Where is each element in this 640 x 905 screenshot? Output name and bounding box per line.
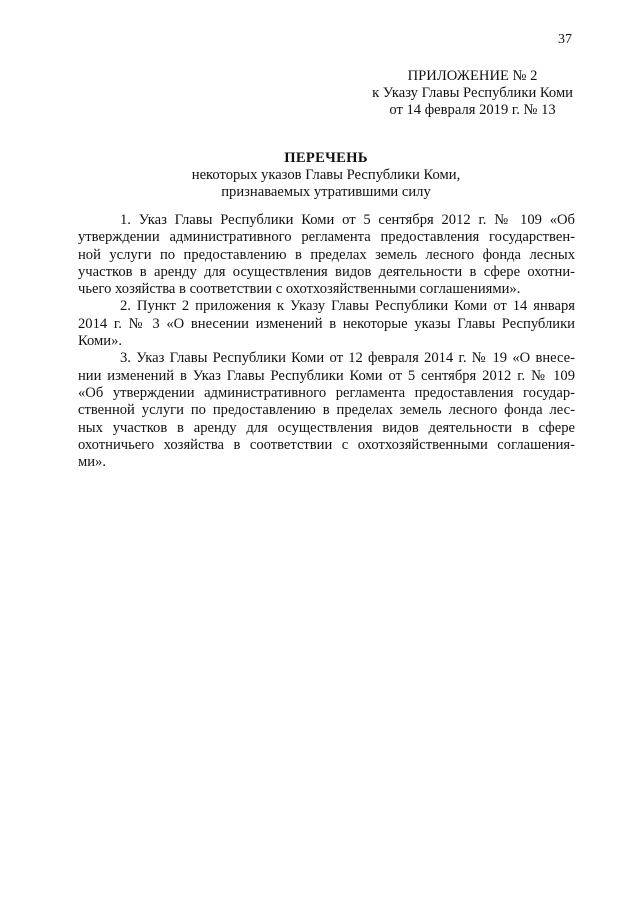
text-line: 2. Пункт 2 приложения к Указу Главы Республики Коми от 14 января bbox=[120, 298, 575, 315]
page-number: 37 bbox=[558, 32, 572, 47]
text-line: утверждении административного регламента предоставления государствен- bbox=[78, 229, 575, 246]
text-line: чьего хозяйства в соответствии с охотхозяйственными соглашениями». bbox=[78, 281, 521, 298]
annex-header bbox=[372, 68, 573, 119]
text-line: 1. Указ Главы Республики Коми от 5 сентября 2012 г. № 109 «Об bbox=[120, 212, 575, 228]
title-subtitle-line-1: некоторых указов Главы Республики Коми, bbox=[191, 167, 461, 183]
document-body bbox=[78, 212, 575, 471]
text-line: ми». bbox=[78, 454, 106, 471]
annex-label: ПРИЛОЖЕНИЕ № 2 bbox=[407, 68, 538, 84]
text-line: «Об утверждении административного регламента предоставления государ- bbox=[78, 384, 575, 401]
list-item bbox=[78, 350, 575, 471]
text-line: нии изменений в Указ Главы Республики Коми от 5 сентября 2012 г. № 109 bbox=[78, 367, 575, 384]
title-subtitle-line-2: признаваемых утратившими силу bbox=[221, 184, 431, 200]
text-line: 3. Указ Главы Республики Коми от 12 февраля 2014 г. № 19 «О внесе- bbox=[120, 350, 575, 367]
title-heading: ПЕРЕЧЕНЬ bbox=[284, 150, 368, 166]
document-title bbox=[0, 150, 640, 201]
text-line: охотничьего хозяйства в соответствии с охотхозяйственными соглашения- bbox=[78, 436, 575, 453]
list-item bbox=[78, 298, 575, 350]
annex-decree-date: от 14 февраля 2019 г. № 13 bbox=[389, 102, 556, 118]
text-line: участков в аренду для осуществления видов деятельности в сфере охотни- bbox=[78, 263, 575, 280]
annex-decree-ref: к Указу Главы Республики Коми bbox=[372, 85, 573, 101]
text-line: Коми». bbox=[78, 333, 123, 350]
list-item bbox=[78, 212, 575, 298]
text-line: ной услуги по предоставлению в пределах земель лесного фонда лесных bbox=[78, 246, 575, 263]
text-line: 2014 г. № 3 «О внесении изменений в некоторые указы Главы Республики bbox=[78, 315, 575, 332]
text-line: ственной услуги по предоставлению в пределах земель лесного фонда лес- bbox=[78, 402, 575, 419]
text-line: ных участков в аренду для осуществления видов деятельности в сфере bbox=[78, 419, 575, 436]
